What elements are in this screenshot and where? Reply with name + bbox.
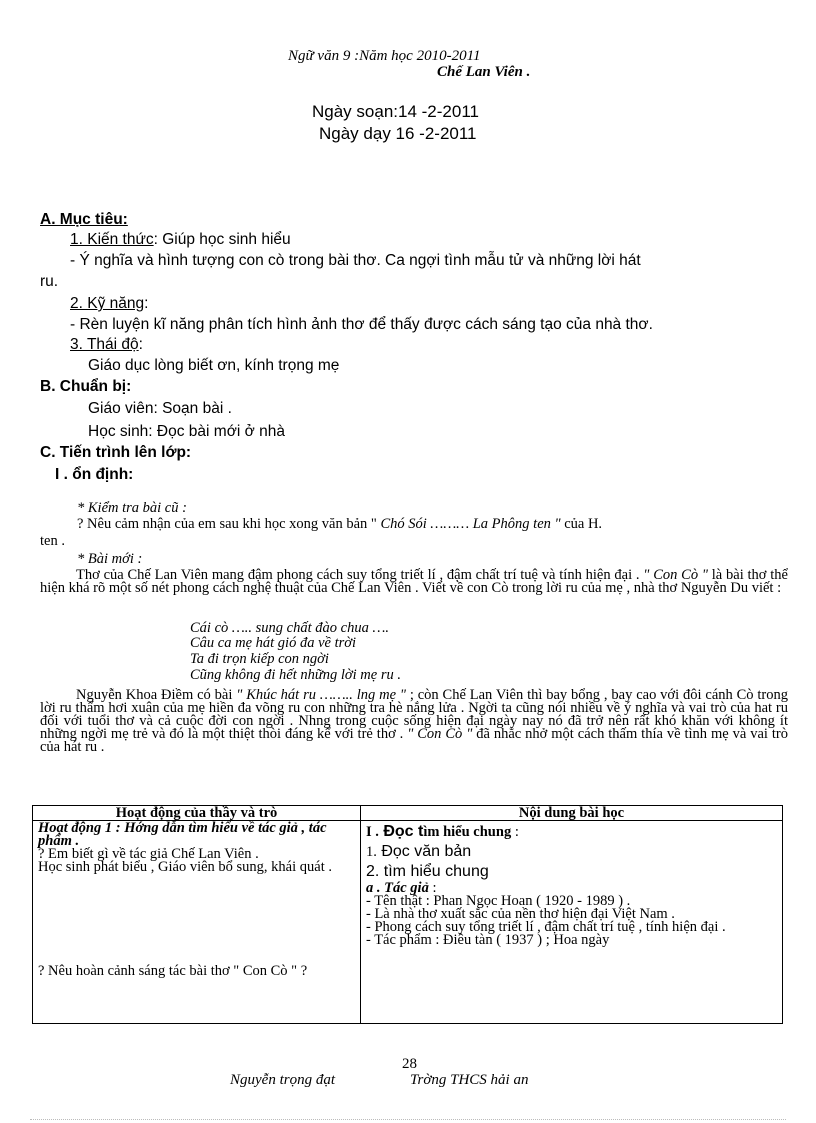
footer-teacher: Nguyễn trọng đạt: [230, 1072, 335, 1088]
preparation-title: B. Chuẩn bị:: [40, 378, 132, 395]
para-work-title-2: " Con Cò ": [403, 726, 473, 742]
skill-colon: :: [144, 295, 149, 312]
preparation-teacher: Giáo viên: Soạn bài .: [88, 400, 232, 417]
section-rest: ìm hiểu chung: [423, 824, 512, 840]
poem-line-4: Cũng không đi hết những lời mẹ ru .: [190, 667, 401, 683]
table-row: [33, 821, 783, 1024]
intro-part-1: Thơ của Chế Lan Viên mang đậm phong cách suy tổng triết lí , đậm chất trí tuệ và tính hiện đại .: [76, 567, 640, 583]
activities-cell: [33, 821, 361, 1024]
objectives-title: A. Mục tiêu:: [40, 211, 128, 228]
attitude-line: [70, 336, 143, 354]
skill-line: [70, 295, 148, 313]
knowledge-detail-1: - Ý nghĩa và hình tượng con cò trong bài thơ. Ca ngợi tình mẫu tử và những lời hát: [70, 252, 641, 269]
header-author: Chế Lan Viên .: [437, 64, 531, 80]
item-read-text: [366, 842, 777, 862]
bullet-real-name: - Tên thật : Phan Ngọc Hoan ( 1920 - 1989 ) .: [366, 893, 631, 909]
poem-line-2: Câu ca mẹ hát gió đa về trời: [190, 635, 357, 651]
preparation-student: Học sinh: Đọc bài mới ở nhà: [88, 423, 285, 440]
header-subject-year: Ngữ văn 9 :Năm học 2010-2011: [288, 48, 481, 64]
content-cell: [361, 821, 783, 1024]
intro-part-2: là bài thơ thể hiện khá rõ một số nét phong cách nghệ thuật của Chế Lan Viên . Viết về con Cò trong lời ru của mẹ , nhà thơ Nguyễn Du viết :: [40, 567, 788, 596]
item-overview: 2. tìm hiểu chung: [366, 863, 489, 880]
section-heading: [366, 822, 777, 842]
new-lesson-intro: [40, 569, 788, 595]
answer-note: Học sinh phát biểu , Giáo viên bổ sung, khái quát .: [38, 859, 332, 875]
page-number: 28: [402, 1056, 417, 1072]
poem-line-3: Ta đi trọn kiếp con ngời: [190, 651, 329, 667]
poem-line-1: Cái cò ….. sung chất đào chua ….: [190, 620, 389, 636]
table-header-content: Nội dung bài học: [361, 806, 783, 821]
bullet-works: - Tác phẩm : Điêu tàn ( 1937 ) ; Hoa ngày: [366, 932, 610, 948]
review-label: * Kiểm tra bài cũ :: [77, 500, 187, 516]
activity-title: Hoạt động 1 : Hớng dẫn tìm hiểu về tác giả , tác phẩm .: [38, 820, 327, 849]
bullet-style: - Phong cách suy tổng triết lí , đậm chất trí tuệ , tính hiện đại .: [366, 919, 726, 935]
question-context: ? Nêu hoàn cảnh sáng tác bài thơ " Con Cò " ?: [38, 963, 308, 979]
knowledge-text: : Giúp học sinh hiểu: [153, 231, 291, 248]
para-work-title: " Khúc hát ru …….. lng mẹ ": [232, 687, 406, 703]
footer-school: Trờng THCS hải an: [410, 1072, 529, 1088]
knowledge-label: 1. Kiến thức: [70, 231, 154, 248]
skill-detail: - Rèn luyện kĩ năng phân tích hình ảnh thơ để thấy được cách sáng tạo của nhà thơ.: [70, 316, 653, 333]
question-author: ? Em biết gì về tác giả Chế Lan Viên .: [38, 846, 259, 862]
page-bottom-rule: [30, 1119, 786, 1120]
section-colon: :: [511, 824, 519, 840]
para-part-a: Nguyễn Khoa Điềm có bài: [76, 687, 233, 703]
new-lesson-label: * Bài mới :: [77, 551, 143, 567]
attitude-detail: Giáo dục lòng biết ơn, kính trọng mẹ: [88, 357, 340, 374]
knowledge-detail-2: ru.: [40, 273, 59, 290]
date-prepared: Ngày soạn:14 -2-2011: [312, 102, 479, 121]
review-question-suffix: của H.: [560, 516, 603, 532]
para-part-c: đã nhắc nhở một cách thấm thía về tình mẹ và vai trò của hát ru .: [40, 726, 788, 755]
attitude-label: 3. Thái độ: [70, 336, 139, 353]
bullet-poet: - Là nhà thơ xuất sắc của nền thơ hiện đại Việt Nam .: [366, 906, 675, 922]
intro-work-title: " Con Cò ": [639, 567, 708, 583]
sub-author-colon: :: [428, 880, 437, 896]
process-step1: I . ổn định:: [55, 466, 134, 483]
knowledge-line: [70, 231, 291, 249]
review-question-work: Chó Sói ……… La Phông ten ": [376, 516, 561, 532]
table-header-row: [33, 806, 783, 821]
lesson-table: [32, 805, 783, 1024]
attitude-colon: :: [138, 336, 143, 353]
review-question-prefix: ? Nêu cảm nhận của em sau khi học xong văn bản ": [77, 516, 377, 532]
sub-author-label: a . Tác giả: [366, 880, 429, 896]
table-header-activities: Hoạt động của thầy và trò: [33, 806, 361, 821]
item1-text: Đọc văn bản: [376, 843, 472, 860]
skill-label: 2. Kỹ năng: [70, 295, 145, 312]
review-question-end: ten .: [40, 533, 65, 549]
section-sans: Đọc t: [378, 823, 424, 840]
process-title: C. Tiến trình lên lớp:: [40, 444, 192, 461]
item1-number: 1.: [366, 844, 377, 860]
date-taught: Ngày dạy 16 -2-2011: [319, 124, 477, 143]
section-prefix: I .: [366, 824, 379, 840]
review-question: [77, 518, 602, 531]
para-part-b: ; còn Chế Lan Viên thì bay bổng , bay cao với đôi cánh Cò trong lời ru thấm hơi xuân của mẹ hiền đa võng ru con những tra hè nắng lửa . Ngời ta cũng nói nhiều về ý nghĩa và vai trò của hat ru đối với tuổi thơ và cả cuộc đời con ngời . Nhng trong cuộc sống hiện đại ngày nay nó đã trở nên rất khó khăn với không ít những ngời mẹ trẻ và đó là một thiệt thòi đáng kể với trẻ thơ .: [40, 687, 789, 742]
new-lesson-paragraph: [40, 689, 788, 754]
